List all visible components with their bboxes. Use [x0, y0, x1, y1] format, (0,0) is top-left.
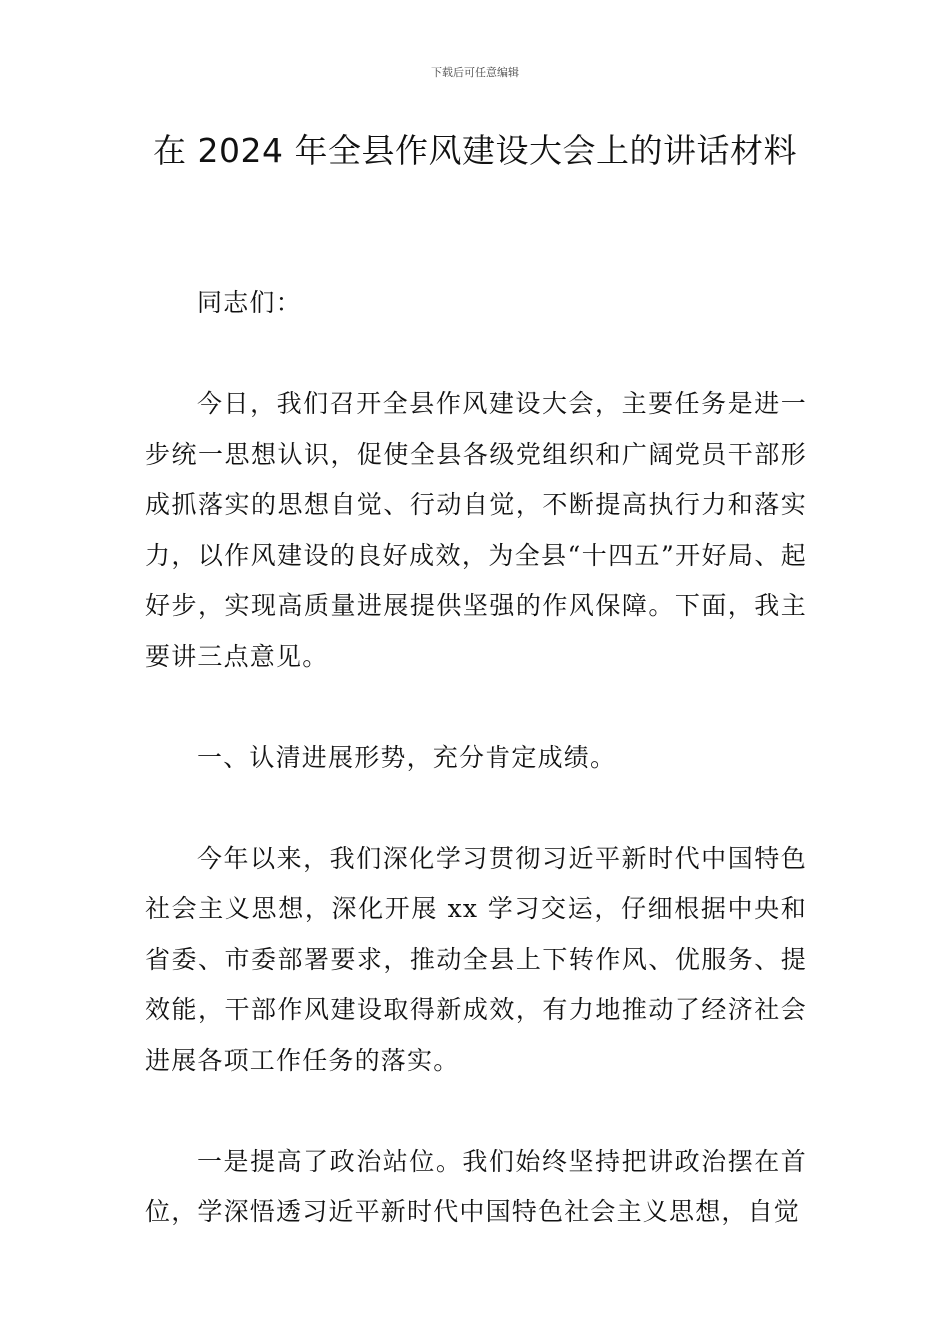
body-paragraph: 今年以来，我们深化学习贯彻习近平新时代中国特色社会主义思想，深化开展 xx 学习交运，仔细根据中央和省委、市委部署要求，推动全县上下转作风、优服务、提效能，干部作风建设取得新成效，有力地推动了经济社会进展各项工作任务的落实。 [145, 843, 807, 1075]
body-paragraph: 一是提高了政治站位。我们始终坚持把讲政治摆在首位，学深悟透习近平新时代中国特色社会主义思想，自觉 [145, 1146, 807, 1226]
salutation-paragraph: 同志们： [197, 288, 302, 317]
document-title: 在 2024 年全县作风建设大会上的讲话材料 [153, 131, 797, 170]
document-body [145, 278, 807, 1288]
header-note: 下载后可任意编辑 [431, 66, 519, 79]
body-paragraph: 今日，我们召开全县作风建设大会，主要任务是进一步统一思想认识，促使全县各级党组织和广阔党员干部形成抓落实的思想自觉、行动自觉，不断提高执行力和落实力，以作风建设的良好成效，为全县“十四五”开好局、起好步，实现高质量进展提供坚强的作风保障。下面，我主要讲三点意见。 [145, 389, 807, 671]
section-heading: 一、认清进展形势，充分肯定成绩。 [197, 742, 617, 772]
